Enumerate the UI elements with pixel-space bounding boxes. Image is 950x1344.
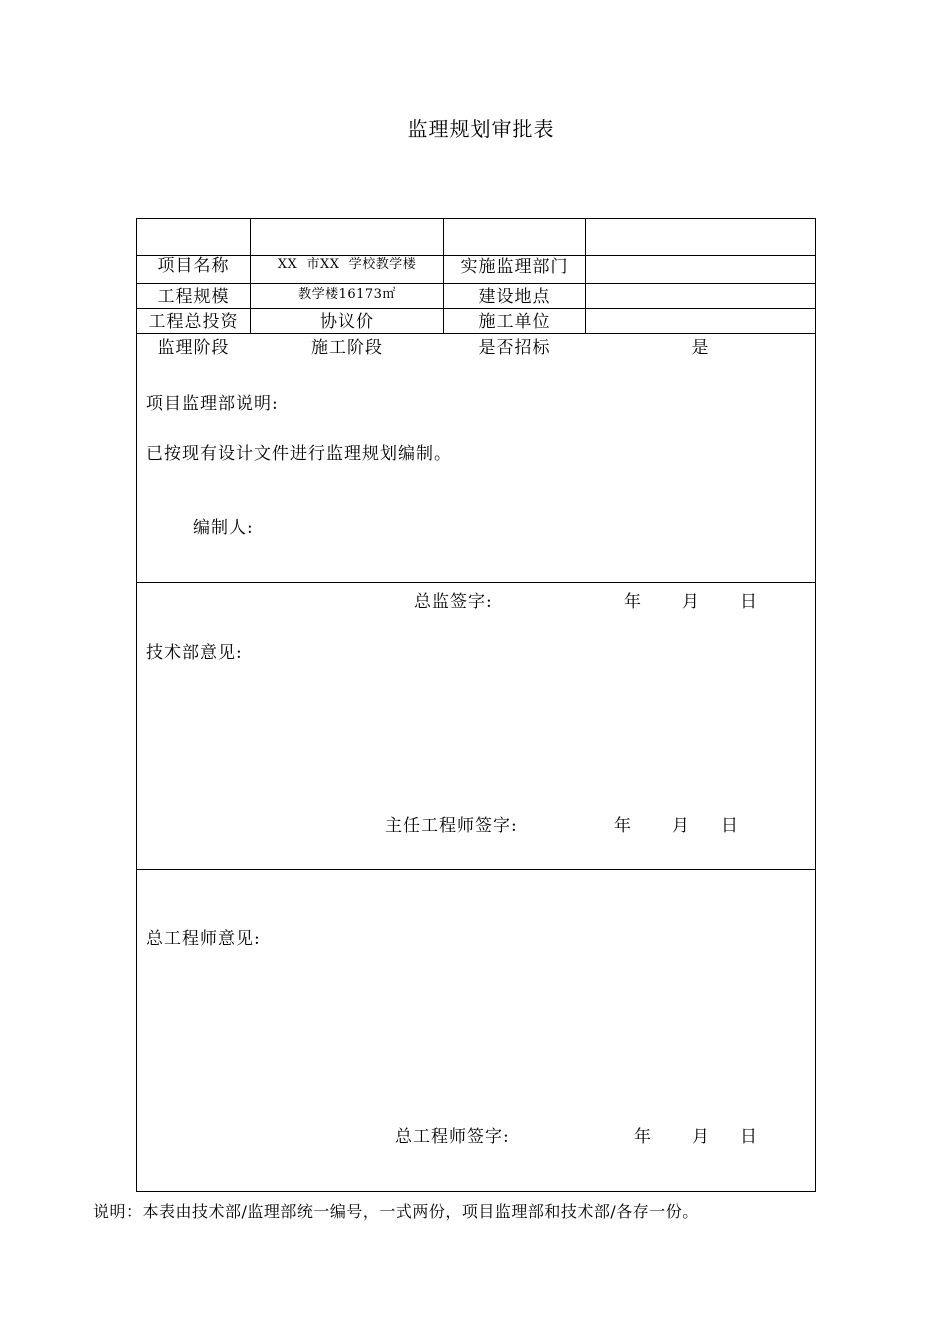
preparer-label: 编制人: — [193, 518, 254, 538]
approval-form — [136, 218, 816, 1192]
dept-label: 实施监理部门 — [460, 257, 569, 277]
phase-label: 监理阶段 — [157, 338, 230, 358]
row-divider — [137, 333, 815, 334]
tender-label: 是否招标 — [478, 338, 551, 358]
sign-year: 年 — [624, 592, 642, 612]
sign-year: 年 — [614, 816, 632, 836]
phase-value[interactable]: 施工阶段 — [311, 338, 383, 358]
sign-day: 日 — [721, 816, 739, 836]
sign-month: 月 — [672, 816, 690, 836]
footer-note: 说明：本表由技术部/监理部统一编号，一式两份，项目监理部和技术部/各存一份。 — [93, 1202, 699, 1221]
chief-section-heading: 总工程师意见: — [146, 929, 261, 949]
site-label: 建设地点 — [478, 287, 551, 307]
section-divider — [137, 869, 815, 870]
project-name-label: 项目名称 — [157, 256, 230, 276]
tech-section-heading: 技术部意见: — [146, 643, 243, 663]
row-divider — [137, 308, 815, 309]
project-section-heading: 项目监理部说明: — [146, 394, 279, 414]
scale-value[interactable]: 教学楼16173㎡ — [298, 287, 396, 302]
tech-signature-label: 主任工程师签字: — [385, 816, 518, 836]
sign-year: 年 — [634, 1127, 652, 1147]
project-name-value[interactable]: XX 市XX 学校教学楼 — [277, 257, 417, 272]
section-divider — [137, 582, 815, 583]
investment-value[interactable]: 协议价 — [320, 312, 374, 332]
chief-supervisor-signature-label: 总监签字: — [414, 592, 493, 612]
scale-label: 工程规模 — [157, 287, 230, 307]
sign-day: 日 — [740, 592, 758, 612]
tender-value[interactable]: 是 — [691, 338, 710, 358]
investment-label: 工程总投资 — [148, 312, 239, 332]
project-section-body[interactable]: 已按现有设计文件进行监理规划编制。 — [146, 444, 452, 464]
column-divider — [585, 219, 586, 333]
chief-signature-label: 总工程师签字: — [395, 1127, 510, 1147]
sign-month: 月 — [682, 592, 700, 612]
row-divider — [137, 283, 815, 284]
document-title: 监理规划审批表 — [407, 117, 555, 141]
sign-day: 日 — [740, 1127, 758, 1147]
contractor-label: 施工单位 — [478, 312, 551, 332]
sign-month: 月 — [692, 1127, 710, 1147]
